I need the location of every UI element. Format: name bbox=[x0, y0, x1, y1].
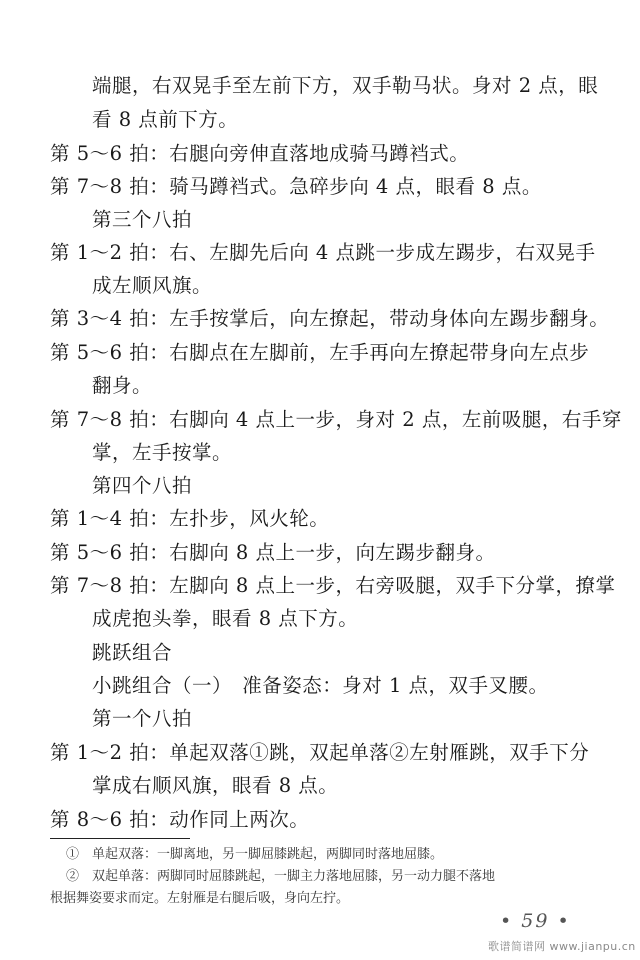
text-line: 第 7～8 拍：左脚向 8 点上一步，右旁吸腿，双手下分掌，撩掌 bbox=[50, 574, 616, 597]
text-line: 第 7～8 拍：右脚向 4 点上一步，身对 2 点，左前吸腿，右手穿 bbox=[50, 408, 622, 431]
text-line: 第 1～2 拍：单起双落①跳，双起单落②左射雁跳，双手下分 bbox=[50, 741, 590, 764]
page-number: • 59 • bbox=[500, 910, 571, 932]
text-line: 第 5～6 拍：右腿向旁伸直落地成骑马蹲裆式。 bbox=[50, 142, 470, 165]
section-heading: 跳跃组合 bbox=[92, 641, 173, 664]
text-line: 第 3～4 拍：左手按掌后，向左撩起，带动身体向左踢步翻身。 bbox=[50, 307, 610, 330]
text-line: 掌，左手按掌。 bbox=[92, 441, 233, 464]
text-line: 第 7～8 拍：骑马蹲裆式。急碎步向 4 点，眼看 8 点。 bbox=[50, 175, 542, 198]
section-heading: 第一个八拍 bbox=[92, 707, 193, 730]
text-line: 小跳组合（一） 准备姿态：身对 1 点，双手叉腰。 bbox=[92, 674, 549, 697]
footnote: ② 双起单落：两脚同时屈膝跳起，一脚主力落地屈膝，另一动力腿不落地 bbox=[66, 869, 496, 884]
text-line: 第 1～2 拍：右、左脚先后向 4 点跳一步成左踢步，右双晃手 bbox=[50, 241, 596, 264]
text-line: 第 8～6 拍：动作同上两次。 bbox=[50, 808, 310, 831]
footnote: 根据舞姿要求而定。左射雁是右腿后吸，身向左拧。 bbox=[50, 891, 350, 906]
text-line: 成左顺风旗。 bbox=[92, 274, 213, 297]
text-line: 掌成右顺风旗，眼看 8 点。 bbox=[92, 774, 339, 797]
text-line: 端腿，右双晃手至左前下方，双手勒马状。身对 2 点，眼 bbox=[92, 74, 599, 97]
footnote: ① 单起双落：一脚离地，另一脚屈膝跳起，两脚同时落地屈膝。 bbox=[66, 847, 444, 862]
watermark: 歌谱简谱网 www.jianpu.cn bbox=[488, 940, 636, 953]
text-line: 成虎抱头拳，眼看 8 点下方。 bbox=[92, 607, 359, 630]
text-line: 第 1～4 拍：左扑步，风火轮。 bbox=[50, 507, 330, 530]
text-line: 第 5～6 拍：右脚点在左脚前，左手再向左撩起带身向左点步 bbox=[50, 341, 590, 364]
text-line: 第 5～6 拍：右脚向 8 点上一步，向左踢步翻身。 bbox=[50, 541, 496, 564]
footnote-divider bbox=[50, 838, 190, 839]
section-heading: 第四个八拍 bbox=[92, 474, 193, 497]
text-line: 看 8 点前下方。 bbox=[92, 108, 239, 131]
text-line: 翻身。 bbox=[92, 374, 153, 397]
section-heading: 第三个八拍 bbox=[92, 208, 193, 231]
